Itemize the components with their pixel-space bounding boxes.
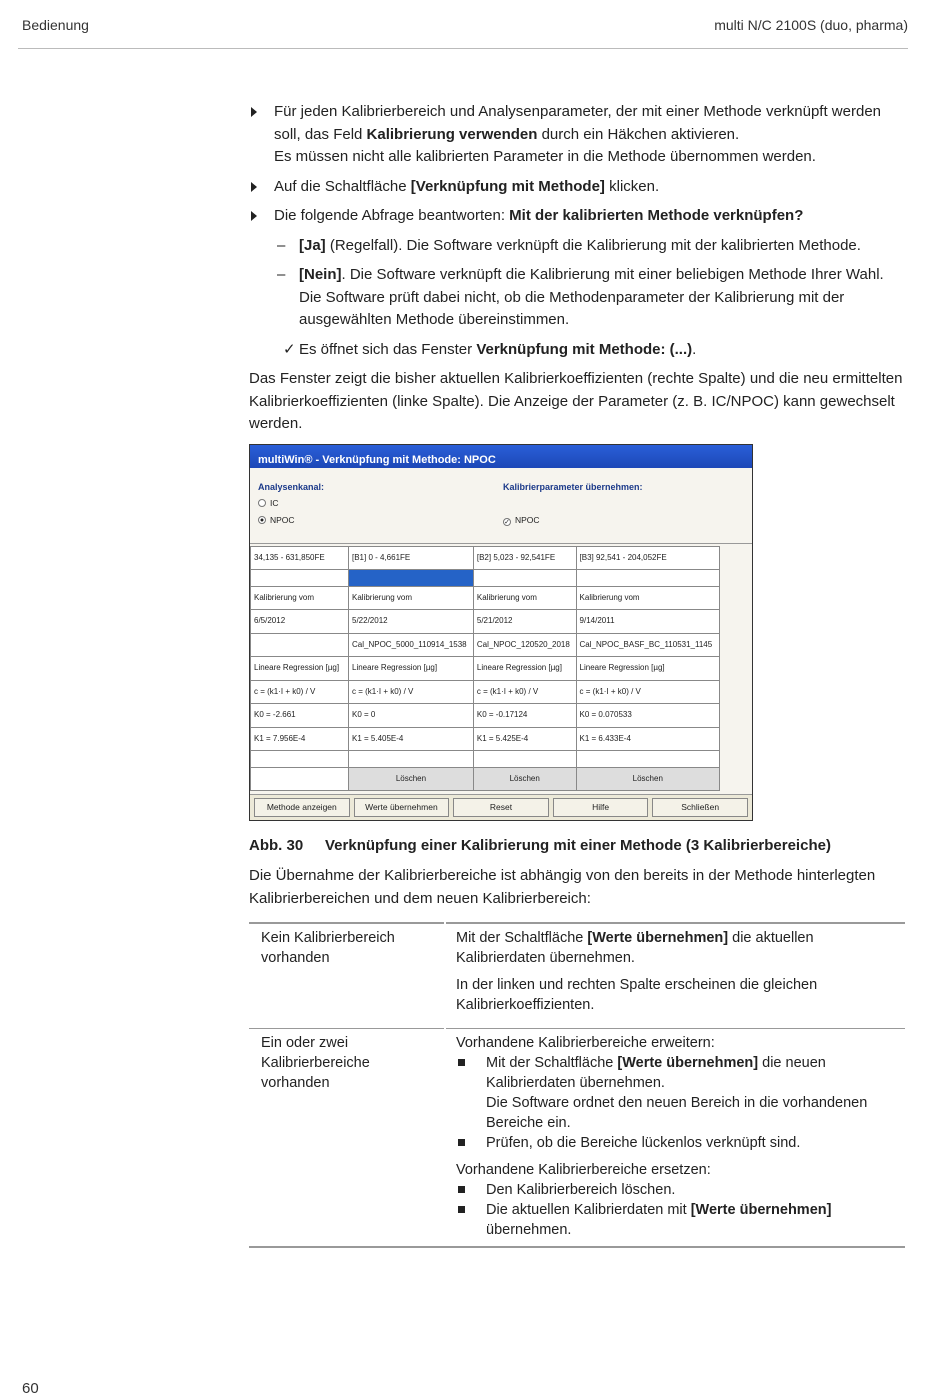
- params-label: Kalibrierparameter übernehmen:: [503, 481, 643, 492]
- radio-selected-icon: [258, 516, 266, 524]
- calibration-grid: [250, 546, 720, 792]
- close-button[interactable]: Schließen: [652, 798, 748, 817]
- main-content: [249, 101, 905, 1248]
- instruction-step-2: Auf die Schaltfläche [Verknüpfung mit Methode] klicken.: [249, 176, 905, 199]
- radio-npoc[interactable]: NPOC: [258, 509, 295, 532]
- help-button[interactable]: Hilfe: [553, 798, 649, 817]
- window-separator: [250, 543, 752, 544]
- grid-row: Kalibrierung vom Kalibrierung vom Kalibrierung vom Kalibrierung vom: [251, 586, 720, 610]
- list-item: Die aktuellen Kalibrierdaten mit [Werte übernehmen] übernehmen.: [456, 1200, 897, 1240]
- instruction-step-3: Die folgende Abfrage beantworten: Mit der kalibrierten Methode verknüpfen?: [249, 205, 905, 228]
- apply-values-button[interactable]: Werte übernehmen: [354, 798, 450, 817]
- show-method-button[interactable]: Methode anzeigen: [254, 798, 350, 817]
- table-intro-paragraph: Die Übernahme der Kalibrierbereiche ist abhängig von den bereits in der Methode hinterlegten Kalibrierbereichen und dem neuen Kalibrierbereich:: [249, 867, 876, 907]
- page-number: 60: [22, 1380, 39, 1397]
- checkbox-checked-icon: ✓: [504, 518, 510, 526]
- option-ja: – [Ja] (Regelfall). Die Software verknüpft die Kalibrierung mit der kalibrierten Methode.: [249, 235, 905, 258]
- table-row: Kein Kalibrierbereich vorhanden Mit der Schaltfläche [Werte übernehmen] die aktuellen Kalibrierdaten übernehmen. In der linken und rechten Spalte erscheinen die gleichen Kalibrierkoeffizienten.: [249, 923, 905, 1029]
- grid-row: [251, 570, 720, 587]
- step-triangle-icon: [251, 182, 257, 192]
- selected-cell[interactable]: [349, 570, 474, 587]
- calibration-range-table: [249, 922, 905, 1248]
- delete-button-b3[interactable]: Löschen: [576, 767, 719, 791]
- option-nein: – [Nein]. Die Software verknüpft die Kalibrierung mit einer beliebigen Methode Ihrer Wahl. Die Software prüft dabei nicht, ob die Methodenparameter der Kalibrierung mit der ausgewählten Methode übereinstimmen.: [277, 266, 884, 328]
- table-row: Ein oder zwei Kalibrierbereiche vorhanden Vorhandene Kalibrierbereiche erweitern: Mit der Schaltfläche [Werte übernehmen] die neuen Kalibrierdaten übernehmen. Die Software ordnet den neuen Bereich in die vorhandenen Bereiche ein. Prüfen, ob die Bereiche lückenlos verknüpft sind. Vorhandene Kalibrierbereiche ersetzen: Den Kalibrierbereich löschen. Die aktuellen Kalibrierdaten mit [Werte übernehmen] übernehmen.: [249, 1029, 905, 1248]
- grid-row-buttons: [251, 767, 720, 791]
- dash-bullet: –: [277, 266, 286, 283]
- checkbox-npoc[interactable]: ✓ NPOC: [504, 514, 540, 526]
- description-paragraph: Das Fenster zeigt die bisher aktuellen Kalibrierkoeffizienten (rechte Spalte) und die neu ermittelten Kalibrierkoeffizienten (linke Spalte). Die Anzeige der Parameter (z. B. IC/NPOC) kann gewechselt werden.: [249, 370, 903, 432]
- window-button-bar: [250, 794, 752, 820]
- delete-button-b2[interactable]: Löschen: [473, 767, 576, 791]
- grid-row: K0 = -2.661 K0 = 0 K0 = -0.17124 K0 = 0.070533: [251, 704, 720, 728]
- figure-caption: Abb. 30 Verknüpfung einer Kalibrierung mit einer Methode (3 Kalibrierbereiche): [249, 836, 831, 854]
- step-triangle-icon: [251, 211, 257, 221]
- header-divider: [18, 48, 908, 49]
- header-section-title: Bedienung: [22, 17, 89, 33]
- grid-row: Lineare Regression [µg] Lineare Regression [µg] Lineare Regression [µg] Lineare Regression [µg]: [251, 657, 720, 681]
- checkmark-icon: ✓: [283, 340, 296, 358]
- list-item: Mit der Schaltfläche [Werte übernehmen] die neuen Kalibrierdaten übernehmen. Die Software ordnet den neuen Bereich in die vorhandenen Bereiche ein.: [456, 1053, 897, 1133]
- radio-icon: [258, 499, 266, 507]
- grid-row: K1 = 7.956E-4 K1 = 5.405E-4 K1 = 5.425E-4 K1 = 6.433E-4: [251, 727, 720, 751]
- header-product-name: multi N/C 2100S (duo, pharma): [714, 17, 908, 33]
- step-triangle-icon: [251, 107, 257, 117]
- window-titlebar: multiWin® - Verknüpfung mit Methode: NPOC: [250, 445, 752, 468]
- result-line: ✓ Es öffnet sich das Fenster Verknüpfung mit Methode: (...).: [249, 339, 905, 362]
- list-item: Prüfen, ob die Bereiche lückenlos verknüpft sind.: [456, 1133, 897, 1153]
- list-item: Den Kalibrierbereich löschen.: [456, 1180, 897, 1200]
- delete-button-b1[interactable]: Löschen: [349, 767, 474, 791]
- channel-label: Analysenkanal:: [258, 481, 325, 492]
- dash-bullet: –: [277, 236, 286, 254]
- software-screenshot: [249, 444, 753, 821]
- grid-row: c = (k1·I + k0) / V c = (k1·I + k0) / V c = (k1·I + k0) / V c = (k1·I + k0) / V: [251, 680, 720, 704]
- grid-row: 6/5/2012 5/22/2012 5/21/2012 9/14/2011: [251, 610, 720, 634]
- reset-button[interactable]: Reset: [453, 798, 549, 817]
- grid-row: [251, 751, 720, 768]
- grid-row: 34,135 - 631,850FE [B1] 0 - 4,661FE [B2] 5,023 - 92,541FE [B3] 92,541 - 204,052FE: [251, 546, 720, 570]
- instruction-step-1: Für jeden Kalibrierbereich und Analysenparameter, der mit einer Methode verknüpft werden soll, das Feld Kalibrierung verwenden durch ein Häkchen aktivieren. Es müssen nicht alle kalibrierten Parameter in die Methode übernommen werden.: [249, 101, 905, 169]
- radio-ic[interactable]: IC: [258, 492, 279, 515]
- grid-row: Cal_NPOC_5000_110914_1538 Cal_NPOC_120520_2018 Cal_NPOC_BASF_BC_110531_1145: [251, 633, 720, 657]
